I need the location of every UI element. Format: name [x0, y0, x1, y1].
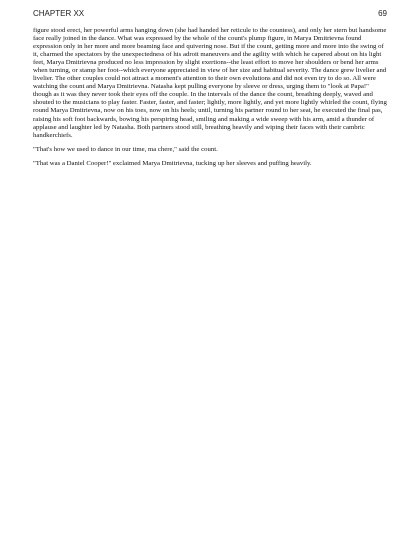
paragraph: "That was a Daniel Cooper!" exclaimed Marya Dmitrievna, tucking up her sleeves and puffing heavily. [33, 159, 312, 167]
paragraph: "That's how we used to dance in our time, ma chere," said the count. [33, 145, 218, 153]
page-number: 69 [378, 9, 387, 18]
body-text [33, 27, 389, 174]
running-header [33, 9, 387, 21]
chapter-title: CHAPTER XX [33, 9, 85, 18]
paragraph: figure stood erect, her powerful arms hanging down (she had handed her reticule to the countess), and only her stern but handsome face really joined in the dance. What was expressed by the whole of the count's plump figure, in Marya Dmitrievna found expression only in her more and more beaming face and quivering nose. But if the count, getting more and more into the swing of it, charmed the spectators by the unexpectedness of his adroit maneuvers and the agility with which he capered about on his light feet, Marya Dmitrievna produced no less impression by slight exertions--the least effort to move her shoulders or bend her arms when turning, or stamp her foot--which everyone appreciated in view of her size and habitual severity. The dance grew livelier and livelier. The other couples could not attract a moment's attention to their own evolutions and did not even try to do so. All were watching the count and Marya Dmitrievna. Natasha kept pulling everyone by sleeve or dress, urging them to "look at Papa!" though as it was they never took their eyes off the couple. In the intervals of the dance the count, breathing deeply, waved and shouted to the musicians to play faster. Faster, faster, and faster; lightly, more lightly, and yet more lightly whirled the count, flying round Marya Dmitrievna, now on his toes, now on his heels; until, turning his partner round to her seat, he executed the final pas, raising his soft foot backwards, bowing his perspiring head, smiling and making a wide sweep with his arm, amid a thunder of applause and laughter led by Natasha. Both partners stood still, breathing heavily and wiping their faces with their cambric handkerchiefs. [33, 27, 387, 139]
